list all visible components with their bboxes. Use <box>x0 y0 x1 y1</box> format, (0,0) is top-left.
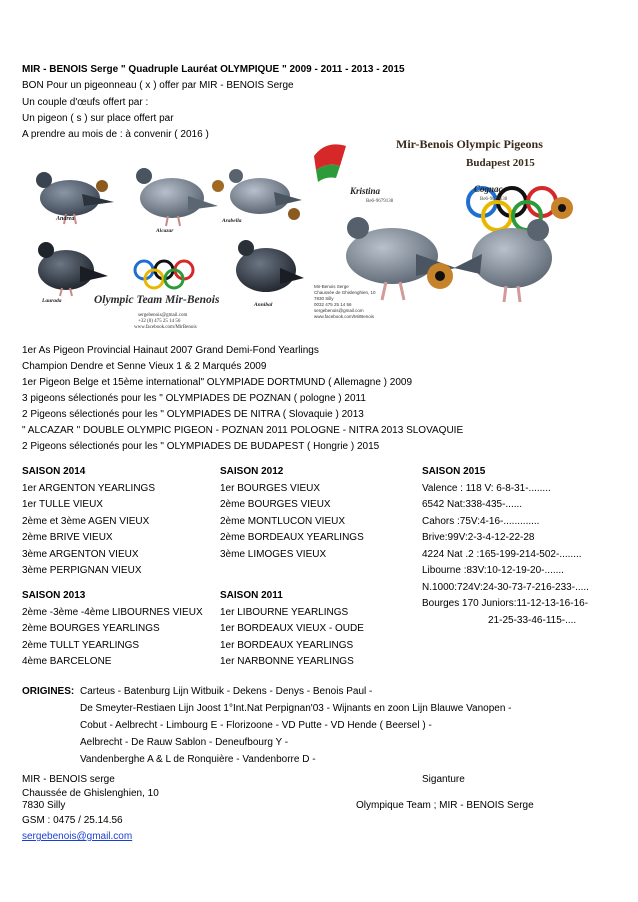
list-item: Cobut - Aelbrecht - Limbourg E - Florizoone - VD Putte - VD Hende ( Beersel ) - <box>80 720 432 731</box>
saison-2012 <box>220 464 364 563</box>
list-item: 1er ARGENTON YEARLINGS <box>22 482 156 494</box>
svg-text:Arabella: Arabella <box>222 218 242 224</box>
list-item: 3ème LIMOGES VIEUX <box>220 548 327 560</box>
list-item: Cahors :75V:4-16-............. <box>422 515 540 527</box>
svg-text:Budapest 2015: Budapest 2015 <box>466 157 535 169</box>
list-item: 2ème MONTLUCON VIEUX <box>220 515 346 527</box>
list-item: 2ème BORDEAUX YEARLINGS <box>220 532 364 543</box>
list-item: 1er BORDEAUX YEARLINGS <box>220 639 354 651</box>
hungary-flag-logo <box>314 144 346 182</box>
team-signature: Olympique Team ; MIR - BENOIS Serge <box>356 800 534 811</box>
saison-2014 <box>22 464 155 580</box>
pigeon-cognac <box>454 219 552 302</box>
list-item: Brive:99V:2-3-4-12-22-28 <box>422 532 535 543</box>
list-item: 2ème et 3ème AGEN VIEUX <box>22 515 150 527</box>
footer-email-wrap <box>22 830 132 843</box>
list-item: 1er BOURGES VIEUX <box>220 482 321 494</box>
palmares-list <box>22 343 463 455</box>
pigeon-arabella <box>229 169 302 214</box>
egg-offer-line: Un couple d'œufs offert par : <box>22 97 149 108</box>
list-item: Libourne :83V:10-12-19-20-....... <box>422 565 564 576</box>
team-title-text: Olympic Team Mir-Benois <box>94 294 220 306</box>
signature-label: Siganture <box>422 774 465 785</box>
right-title-text: Mir-Benois Olympic Pigeons <box>396 137 543 151</box>
svg-text:sergebenois@gmail.com: sergebenois@gmail.com <box>138 313 188 318</box>
olympic-rings-icon <box>135 261 193 288</box>
pigeon-annibal <box>236 240 304 292</box>
saison-2015 <box>422 464 589 629</box>
list-item: 1er Pigeon Belge et 15ème international" OLYMPIADE DORTMUND ( Allemagne ) 2009 <box>22 377 413 388</box>
list-item: 2ème -3ème -4ème LIBOURNES VIEUX <box>22 606 203 618</box>
list-item: 2ème BOURGES VIEUX <box>220 499 331 510</box>
origines-list <box>80 683 512 768</box>
saison-2013 <box>22 588 203 671</box>
pickup-line: A prendre au mois de : à convenir ( 2016 ) <box>22 129 209 140</box>
pigeon-collage-right <box>306 136 582 342</box>
list-item: Carteus - Batenburg Lijn Witbuik - Dekens - Denys - Benois Paul - <box>80 686 373 697</box>
list-item: 1er TULLE VIEUX <box>22 499 103 510</box>
footer-gsm: GSM : 0475 / 25.14.56 <box>22 815 123 826</box>
list-item: 2ème TULLT YEARLINGS <box>22 639 140 651</box>
pigeon-alcazar <box>136 168 218 226</box>
list-item: Champion Dendre et Senne Vieux 1 & 2 Marqués 2009 <box>22 361 267 372</box>
voucher-line: BON Pour un pigeonneau ( x ) offer par MIR - BENOIS Serge <box>22 80 294 91</box>
email-link[interactable]: sergebenois@gmail.com <box>22 831 133 842</box>
caption-cognac: Cognac <box>474 184 503 194</box>
list-item: 6542 Nat:338-435-...... <box>422 499 523 510</box>
list-item: N.1000:724V:24-30-73-7-216-233-..... <box>422 581 589 593</box>
saison-title: SAISON 2014 <box>22 466 86 477</box>
pigeon-andrea <box>36 172 114 224</box>
saison-title: SAISON 2015 <box>422 466 486 477</box>
address-small <box>314 284 376 319</box>
svg-text:Chaussée de Ghislenghien, 10: Chaussée de Ghislenghien, 10 <box>314 290 376 295</box>
header-title: MIR - BENOIS Serge " Quadruple Lauréat OLYMPIQUE " 2009 - 2011 - 2013 - 2015 <box>22 64 405 75</box>
svg-text:0032 475 25 14 56: 0032 475 25 14 56 <box>314 302 352 307</box>
svg-text:www.facebook.com/MirBenois: www.facebook.com/MirBenois <box>314 314 375 319</box>
list-item: 3ème ARGENTON VIEUX <box>22 548 139 560</box>
svg-text:7830 Silly: 7830 Silly <box>314 296 334 301</box>
svg-text:Be6-9679138: Be6-9679138 <box>480 197 508 202</box>
footer-name: MIR - BENOIS serge <box>22 774 115 785</box>
olympic-team-photo <box>22 146 306 342</box>
footer-city: 7830 Silly <box>22 800 66 811</box>
list-item: " ALCAZAR " DOUBLE OLYMPIC PIGEON - POZNAN 2011 POLOGNE - NITRA 2013 SLOVAQUIE <box>22 425 464 436</box>
list-item: 2ème BRIVE VIEUX <box>22 532 113 543</box>
list-item: 1er LIBOURNE YEARLINGS <box>220 606 349 618</box>
svg-text:+32 (0) 475 25 14 56: +32 (0) 475 25 14 56 <box>138 319 181 324</box>
eye-icon <box>288 208 300 220</box>
list-item: 1er As Pigeon Provincial Hainaut 2007 Grand Demi-Fond Yearlings <box>22 345 319 356</box>
svg-text:Laurada: Laurada <box>42 298 62 304</box>
svg-text:Be6-9679138: Be6-9679138 <box>366 199 394 204</box>
svg-text:Mir-Benois Serge: Mir-Benois Serge <box>314 284 349 289</box>
list-item: 4ème BARCELONE <box>22 656 112 667</box>
svg-text:www.facebook.com/MirBenois: www.facebook.com/MirBenois <box>134 325 197 330</box>
svg-text:Alcazar: Alcazar <box>156 228 174 234</box>
svg-text:sergebenois@gmail.com: sergebenois@gmail.com <box>314 308 364 313</box>
list-item: Vandenberghe A & L de Ronquière - Vandenborre D - <box>80 754 316 765</box>
list-item: Bourges 170 Juniors:11-12-13-16-16- <box>422 598 589 609</box>
list-item: De Smeyter-Restiaen Lijn Joost 1°Int.Nat Perpignan'03 - Wijnants en zoon Lijn Blauwe Vanopen - <box>80 703 512 714</box>
list-item: 3 pigeons sélectionés pour les " OLYMPIADES DE POZNAN ( pologne ) 2011 <box>22 393 366 404</box>
saison-title: SAISON 2011 <box>220 590 283 601</box>
pigeon-laurada <box>38 242 108 296</box>
svg-text:Annibal: Annibal <box>254 302 273 308</box>
footer-street: Chaussée de Ghislenghien, 10 <box>22 788 159 799</box>
list-item: 4224 Nat .2 :165-199-214-502-........ <box>422 548 582 560</box>
list-item: 2 Pigeons sélectionés pour les " OLYMPIADES DE BUDAPEST ( Hongrie ) 2015 <box>22 441 380 452</box>
list-item: 2ème BOURGES YEARLINGS <box>22 623 160 634</box>
saison-title: SAISON 2013 <box>22 590 86 601</box>
list-item: 3ème PERPIGNAN VIEUX <box>22 565 142 576</box>
pigeon-collage-left <box>22 146 306 342</box>
caption-andrea: Andrea <box>56 216 75 222</box>
list-item: 1er NARBONNE YEARLINGS <box>220 656 354 667</box>
caption-kristina: Kristina <box>350 186 381 196</box>
origines-label: ORIGINES: <box>22 686 75 697</box>
budapest-olympic-photo <box>306 136 582 342</box>
list-item: 1er BORDEAUX VIEUX - OUDE <box>220 623 364 634</box>
list-item: 21-25-33-46-115-.... <box>488 614 577 626</box>
saison-title: SAISON 2012 <box>220 466 284 477</box>
eye-icon <box>212 180 224 192</box>
pigeon-offer-line: Un pigeon ( s ) sur place offert par <box>22 113 174 124</box>
eye-icon <box>96 180 108 192</box>
list-item: Aelbrecht - De Rauw Sablon - Deneufbourg Y - <box>80 737 289 748</box>
list-item: Valence : 118 V: 6-8-31-........ <box>422 482 551 494</box>
saison-2011 <box>220 588 364 671</box>
list-item: 2 Pigeons sélectionés pour les " OLYMPIADES DE NITRA ( Slovaquie ) 2013 <box>22 409 364 420</box>
